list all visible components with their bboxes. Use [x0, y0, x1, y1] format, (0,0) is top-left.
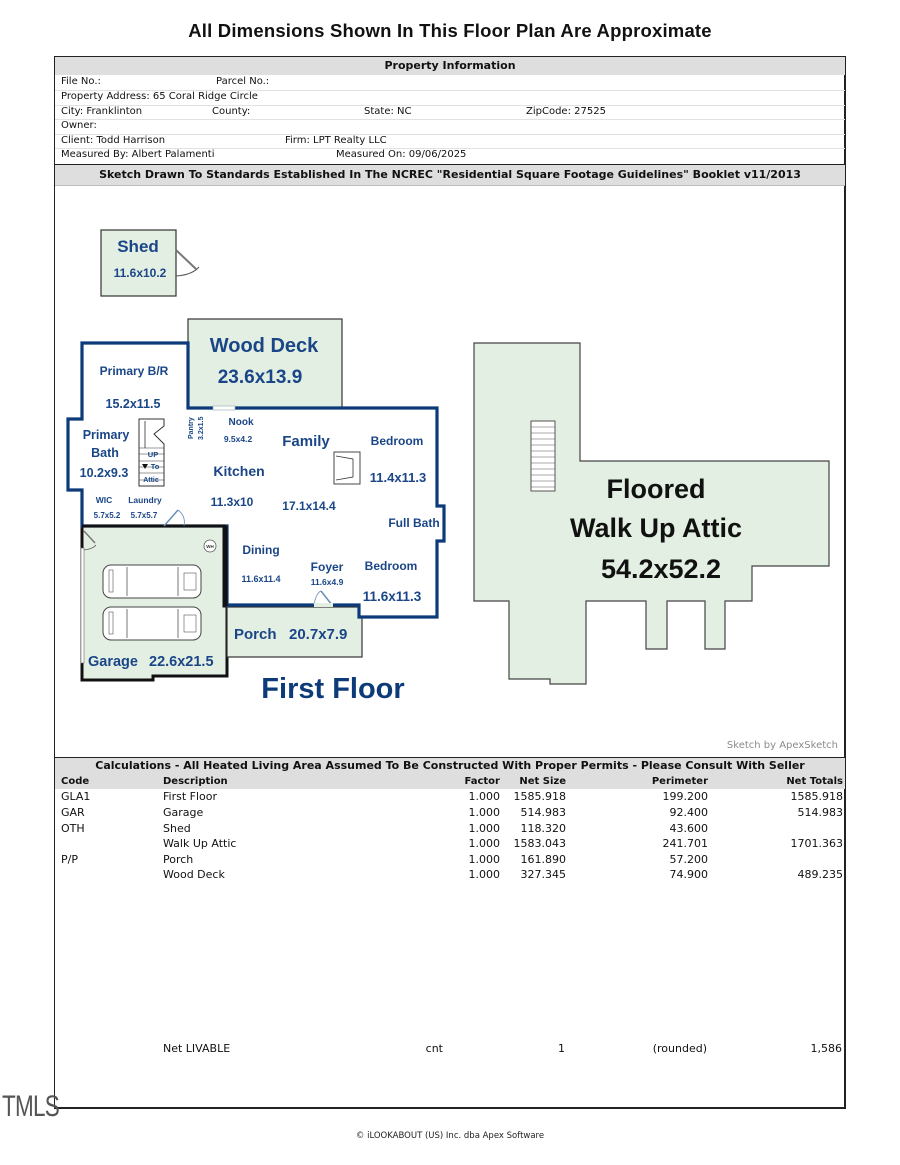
client: Client: Todd Harrison	[61, 134, 166, 146]
porch-label: Porch	[234, 626, 277, 643]
cell-net-size: 161.890	[520, 852, 566, 866]
cell-net-total: 1701.363	[790, 837, 843, 850]
attic-label: Floored	[606, 474, 706, 504]
cell-factor: 1.000	[468, 821, 500, 835]
shed-label: Shed	[117, 237, 159, 256]
cell-net-total: 514.983	[797, 806, 843, 819]
primary-bath-label: Primary	[82, 428, 130, 442]
kitchen-size: 11.3x10	[210, 495, 254, 509]
floor-label: First Floor	[261, 673, 405, 705]
bedroom-label: Bedroom	[370, 434, 424, 448]
owner: Owner:	[61, 120, 97, 131]
stairs-label: To	[150, 462, 160, 471]
table-row	[55, 821, 845, 837]
water-heater-label: WH	[206, 544, 214, 549]
stairs-label: UP	[147, 450, 159, 459]
kitchen-label: Kitchen	[213, 463, 265, 479]
table-row	[55, 852, 845, 868]
fireplace-icon	[334, 452, 360, 484]
car-icon	[103, 565, 201, 598]
bedroom-size: 11.6x11.3	[362, 589, 422, 604]
page-title: All Dimensions Shown In This Floor Plan Are Approximate	[188, 20, 712, 41]
staircase	[139, 419, 164, 486]
firm: Firm: LPT Realty LLC	[285, 134, 387, 146]
cell-perimeter: 199.200	[662, 790, 708, 803]
cell-description: Wood Deck	[163, 868, 225, 881]
net-livable-row	[55, 1041, 845, 1057]
cell-code: GLA1	[61, 790, 91, 803]
tmls-logo: TMLS	[2, 1090, 60, 1123]
attic-size: 54.2x52.2	[600, 554, 722, 584]
full-bath-label: Full Bath	[388, 516, 440, 530]
table-row	[55, 805, 845, 821]
primary-bath-size: 10.2x9.3	[79, 466, 129, 480]
garage-size: 22.6x21.5	[149, 654, 214, 670]
laundry-label: Laundry	[128, 495, 162, 505]
city: City: Franklinton	[61, 105, 143, 117]
foyer-size: 11.6x4.9	[310, 577, 344, 587]
nook-label: Nook	[228, 417, 254, 428]
column-header-net-totals: Net Totals	[786, 776, 843, 787]
dining-label: Dining	[242, 543, 280, 557]
pantry-size: 3.2x1.5	[198, 416, 205, 440]
copyright: © iLOOKABOUT (US) Inc. dba Apex Software	[355, 1131, 545, 1141]
porch	[227, 607, 362, 657]
cell-net-size: 327.345	[520, 868, 566, 881]
cell-perimeter: 74.900	[669, 868, 708, 881]
wood-deck	[188, 319, 342, 408]
state: State: NC	[364, 105, 412, 117]
walk-up-attic	[474, 343, 829, 684]
column-header-factor: Factor	[464, 776, 500, 787]
cell-net-size: 1585.918	[513, 790, 566, 803]
column-header-description: Description	[163, 776, 228, 787]
primary-bath-label: Bath	[91, 446, 119, 460]
attic-label: Walk Up Attic	[569, 513, 743, 543]
car-icon	[103, 607, 201, 640]
table-row	[55, 789, 845, 805]
measured-on: Measured On: 09/06/2025	[336, 149, 467, 160]
net-livable-note: (rounded)	[652, 1042, 707, 1055]
stairs-label: Attic	[143, 477, 159, 484]
wic-size: 5.7x5.2	[93, 511, 121, 520]
table-row	[55, 836, 845, 852]
primary-br-label: Primary B/R	[99, 364, 169, 378]
sketch-credit: Sketch by ApexSketch	[726, 740, 838, 751]
wood-deck-size: 23.6x13.9	[217, 367, 303, 388]
cell-net-size: 1583.043	[513, 837, 566, 850]
garage-label: Garage	[88, 654, 138, 670]
file-no: File No.:	[61, 76, 101, 87]
wic-label: WIC	[95, 495, 113, 505]
net-livable-unit: cnt	[425, 1042, 443, 1055]
family-size: 17.1x14.4	[282, 499, 336, 513]
cell-perimeter: 241.701	[662, 837, 708, 850]
cell-description: Shed	[163, 821, 191, 835]
laundry-size: 5.7x5.7	[130, 511, 158, 520]
cell-net-total: 489.235	[797, 868, 843, 881]
cell-factor: 1.000	[468, 852, 500, 866]
foyer-label: Foyer	[310, 560, 344, 574]
cell-factor: 1.000	[468, 790, 500, 803]
pantry-label: Pantry	[188, 417, 195, 439]
cell-factor: 1.000	[468, 806, 500, 819]
bedroom-size: 11.4x11.3	[369, 470, 427, 485]
cell-factor: 1.000	[468, 868, 500, 881]
dining-size: 11.6x11.4	[241, 574, 281, 584]
cell-perimeter: 57.200	[669, 852, 708, 866]
property-address: Property Address: 65 Coral Ridge Circle	[61, 91, 258, 102]
net-livable-count: 1	[558, 1042, 565, 1055]
net-livable-label: Net LIVABLE	[163, 1042, 231, 1055]
cell-factor: 1.000	[468, 837, 500, 850]
calculations-heading: Calculations - All Heated Living Area Assumed To Be Constructed With Proper Permits - Please Consult With Seller	[95, 759, 805, 772]
cell-code: OTH	[61, 821, 85, 835]
cell-perimeter: 92.400	[669, 806, 708, 819]
table-row	[55, 867, 845, 883]
column-header-code: Code	[61, 776, 90, 787]
family-label: Family	[282, 433, 330, 450]
shed-size: 11.6x10.2	[113, 266, 167, 280]
cell-net-size: 514.983	[520, 806, 566, 819]
cell-code: P/P	[61, 852, 78, 866]
cell-description: Walk Up Attic	[163, 837, 237, 850]
bedroom-label: Bedroom	[364, 559, 418, 573]
porch-size: 20.7x7.9	[289, 626, 348, 643]
cell-description: Porch	[163, 852, 194, 866]
garage	[81, 526, 227, 680]
cell-description: First Floor	[163, 790, 218, 803]
property-info-heading: Property Information	[55, 57, 845, 75]
wood-deck-label: Wood Deck	[209, 335, 319, 357]
parcel-no: Parcel No.:	[216, 76, 270, 87]
calculations-header	[55, 757, 845, 789]
cell-perimeter: 43.600	[669, 821, 708, 835]
shed	[101, 230, 199, 296]
standards-note: Sketch Drawn To Standards Established In The NCREC "Residential Square Footage Guidelines" Booklet v11/2013	[55, 164, 845, 186]
nook-size: 9.5x4.2	[223, 434, 253, 444]
net-livable-total: 1,586	[810, 1042, 842, 1055]
county: County:	[212, 105, 251, 117]
primary-br-size: 15.2x11.5	[105, 397, 161, 411]
cell-description: Garage	[163, 806, 204, 819]
column-header-net-size: Net Size	[519, 776, 566, 787]
cell-net-total: 1585.918	[790, 790, 843, 803]
zipcode: ZipCode: 27525	[526, 105, 606, 117]
column-header-perimeter: Perimeter	[651, 776, 708, 787]
cell-code: GAR	[61, 806, 85, 819]
cell-net-size: 118.320	[520, 821, 566, 835]
measured-by: Measured By: Albert Palamenti	[61, 149, 215, 160]
